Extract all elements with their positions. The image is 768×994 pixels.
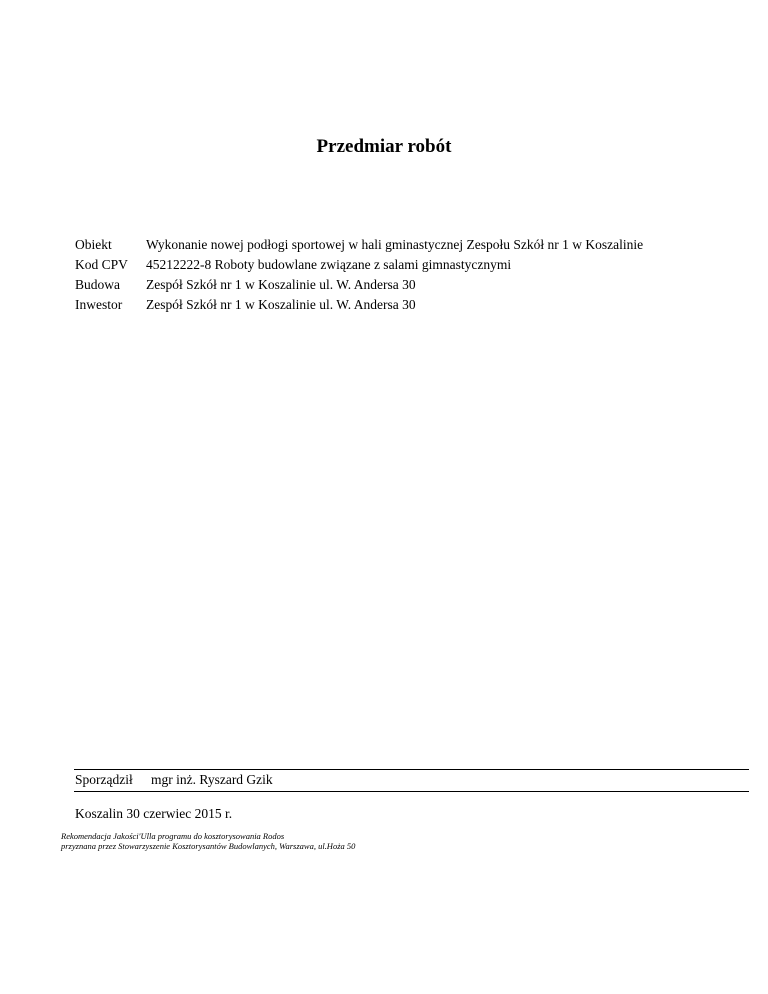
cpv-code-label: Kod CPV	[75, 257, 128, 272]
divider-top	[74, 769, 749, 770]
object-label: Obiekt	[75, 237, 112, 252]
prepared-by	[75, 771, 273, 789]
footnote-line-1: Rekomendacja Jakości'Ulla programu do kosztorysowania Rodos	[61, 831, 285, 841]
document-title: Przedmiar robót	[316, 136, 452, 157]
meta-row-construction-site	[75, 275, 643, 295]
meta-row-cpv-code	[75, 255, 643, 275]
place-and-date: Koszalin 30 czerwiec 2015 r.	[75, 806, 233, 821]
prepared-by-label: Sporządził	[75, 772, 133, 787]
project-details	[75, 235, 643, 315]
footnote-line-2: przyznana przez Stowarzyszenie Kosztorysantów Budowlanych, Warszawa, ul.Hoża 50	[61, 841, 356, 851]
investor-value: Zespół Szkół nr 1 w Koszalinie ul. W. Andersa 30	[146, 297, 416, 312]
construction-site-value: Zespół Szkół nr 1 w Koszalinie ul. W. Andersa 30	[146, 277, 416, 292]
object-value: Wykonanie nowej podłogi sportowej w hali gminastycznej Zespołu Szkół nr 1 w Koszalinie	[146, 237, 644, 252]
construction-site-label: Budowa	[75, 277, 120, 292]
cpv-code-value: 45212222-8 Roboty budowlane związane z salami gimnastycznymi	[146, 257, 512, 272]
meta-row-object	[75, 235, 643, 255]
investor-label: Inwestor	[75, 297, 123, 312]
divider-bottom	[74, 791, 749, 792]
prepared-by-name: mgr inż. Ryszard Gzik	[151, 772, 273, 787]
meta-row-investor	[75, 295, 643, 315]
footnote	[61, 831, 355, 851]
